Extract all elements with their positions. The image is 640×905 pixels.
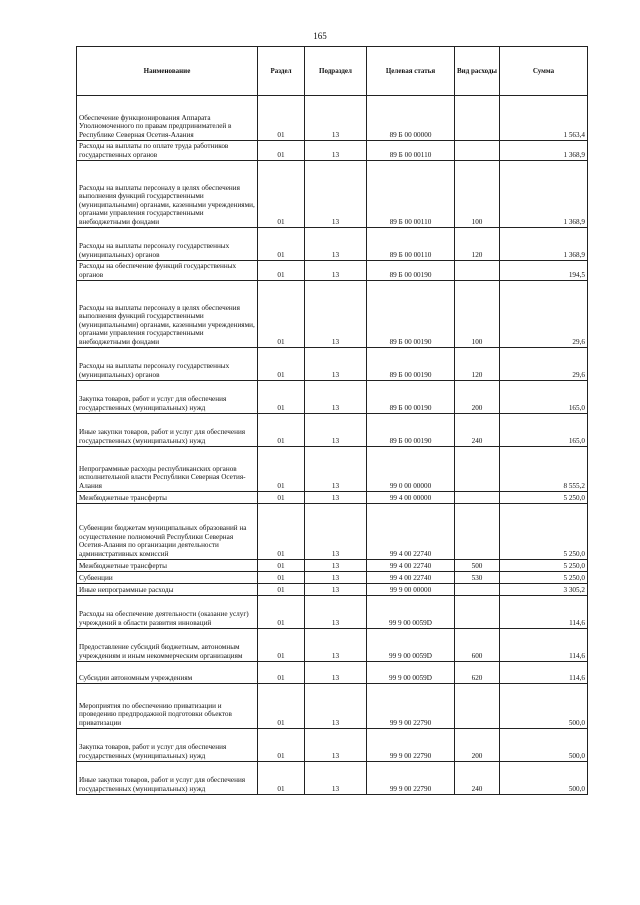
table-row: [77, 381, 588, 414]
row-vid: 120: [455, 348, 500, 381]
row-vid: 200: [455, 729, 500, 762]
row-name: Закупка товаров, работ и услуг для обеспечения государственных (муниципальных) нужд: [77, 729, 258, 762]
table-row: [77, 729, 588, 762]
table-row: [77, 596, 588, 629]
row-summa: 8 555,2: [500, 447, 588, 492]
row-razdel: 01: [258, 504, 305, 560]
row-statya: 99 9 00 22790: [367, 684, 455, 729]
table-row: [77, 161, 588, 228]
row-statya: 89 Б 00 00110: [367, 141, 455, 161]
row-podrazdel: 13: [305, 228, 367, 261]
row-statya: 99 4 00 00000: [367, 492, 455, 504]
row-name: Расходы на выплаты персоналу государственных (муниципальных) органов: [77, 228, 258, 261]
row-razdel: 01: [258, 348, 305, 381]
row-vid: 200: [455, 381, 500, 414]
row-vid: 500: [455, 560, 500, 572]
row-razdel: 01: [258, 596, 305, 629]
row-podrazdel: 13: [305, 560, 367, 572]
row-statya: 99 9 00 22790: [367, 762, 455, 795]
row-statya: 99 9 00 00000: [367, 584, 455, 596]
row-razdel: 01: [258, 228, 305, 261]
row-vid: [455, 261, 500, 281]
table-body: [77, 96, 588, 795]
row-statya: 89 Б 00 00190: [367, 261, 455, 281]
row-name: Предоставление субсидий бюджетным, автономным учреждениям и иным некоммерческим организациям: [77, 629, 258, 662]
header-summa: Сумма: [500, 47, 588, 96]
row-name: Расходы на обеспечение функций государственных органов: [77, 261, 258, 281]
header-statya: Целевая статья: [367, 47, 455, 96]
row-podrazdel: 13: [305, 762, 367, 795]
table-row: [77, 492, 588, 504]
header-podrazdel: Подраздел: [305, 47, 367, 96]
table-row: [77, 261, 588, 281]
row-vid: 240: [455, 414, 500, 447]
row-name: Межбюджетные трансферты: [77, 492, 258, 504]
row-statya: 89 Б 00 00190: [367, 381, 455, 414]
table-row: [77, 662, 588, 684]
row-vid: 100: [455, 161, 500, 228]
row-summa: 114,6: [500, 596, 588, 629]
table-row: [77, 572, 588, 584]
header-razdel: Раздел: [258, 47, 305, 96]
row-razdel: 01: [258, 584, 305, 596]
table-row: [77, 414, 588, 447]
row-summa: 1 368,9: [500, 228, 588, 261]
row-razdel: 01: [258, 560, 305, 572]
row-podrazdel: 13: [305, 572, 367, 584]
row-razdel: 01: [258, 662, 305, 684]
table-row: [77, 762, 588, 795]
row-podrazdel: 13: [305, 662, 367, 684]
row-vid: [455, 492, 500, 504]
row-summa: 500,0: [500, 684, 588, 729]
table-row: [77, 96, 588, 141]
row-razdel: 01: [258, 414, 305, 447]
row-name: Расходы на выплаты персоналу в целях обеспечения выполнения функций государственными (муниципальными) органами, казенными учреждениями, органами управления государственными внебюджетными фондами: [77, 161, 258, 228]
row-statya: 89 Б 00 00190: [367, 281, 455, 348]
row-vid: [455, 684, 500, 729]
row-name: Субвенции: [77, 572, 258, 584]
row-razdel: 01: [258, 96, 305, 141]
row-statya: 99 0 00 00000: [367, 447, 455, 492]
row-name: Расходы на выплаты персоналу государственных (муниципальных) органов: [77, 348, 258, 381]
row-name: Обеспечение функционирования Аппарата Уполномоченного по правам предпринимателей в Республике Северная Осетия-Алания: [77, 96, 258, 141]
row-vid: 240: [455, 762, 500, 795]
row-vid: 620: [455, 662, 500, 684]
row-razdel: 01: [258, 572, 305, 584]
row-razdel: 01: [258, 281, 305, 348]
row-podrazdel: 13: [305, 381, 367, 414]
row-name: Расходы на выплаты по оплате труда работников государственных органов: [77, 141, 258, 161]
row-name: Расходы на выплаты персоналу в целях обеспечения выполнения функций государственными (муниципальными) органами, казенными учреждениями, органами управления государственными внебюджетными фондами: [77, 281, 258, 348]
row-podrazdel: 13: [305, 596, 367, 629]
row-statya: 89 Б 00 00190: [367, 414, 455, 447]
row-podrazdel: 13: [305, 629, 367, 662]
row-vid: [455, 584, 500, 596]
row-vid: [455, 447, 500, 492]
row-statya: 99 9 00 22790: [367, 729, 455, 762]
row-summa: 500,0: [500, 762, 588, 795]
table-row: [77, 629, 588, 662]
row-name: Субвенции бюджетам муниципальных образований на осуществление полномочий Республики Северная Осетия-Алания по организации деятельности административных комиссий: [77, 504, 258, 560]
row-podrazdel: 13: [305, 492, 367, 504]
row-summa: 165,0: [500, 381, 588, 414]
row-statya: 99 9 00 0059D: [367, 629, 455, 662]
row-vid: [455, 96, 500, 141]
row-razdel: 01: [258, 381, 305, 414]
row-summa: 194,5: [500, 261, 588, 281]
row-statya: 99 9 00 0059D: [367, 662, 455, 684]
row-podrazdel: 13: [305, 161, 367, 228]
header-name: Наименование: [77, 47, 258, 96]
table-header-row: [77, 47, 588, 96]
row-summa: 5 250,0: [500, 572, 588, 584]
row-summa: 5 250,0: [500, 492, 588, 504]
row-summa: 500,0: [500, 729, 588, 762]
row-razdel: 01: [258, 729, 305, 762]
table-row: [77, 228, 588, 261]
row-podrazdel: 13: [305, 414, 367, 447]
row-statya: 89 Б 00 00190: [367, 348, 455, 381]
row-name: Иные непрограммные расходы: [77, 584, 258, 596]
page-number: 165: [313, 31, 327, 41]
row-statya: 99 4 00 22740: [367, 572, 455, 584]
row-vid: 600: [455, 629, 500, 662]
table-row: [77, 281, 588, 348]
row-razdel: 01: [258, 261, 305, 281]
row-razdel: 01: [258, 447, 305, 492]
row-summa: 5 250,0: [500, 560, 588, 572]
table-row: [77, 447, 588, 492]
row-summa: 1 368,9: [500, 161, 588, 228]
row-vid: 100: [455, 281, 500, 348]
table-row: [77, 504, 588, 560]
row-name: Закупка товаров, работ и услуг для обеспечения государственных (муниципальных) нужд: [77, 381, 258, 414]
row-podrazdel: 13: [305, 504, 367, 560]
row-summa: 29,6: [500, 281, 588, 348]
row-name: Иные закупки товаров, работ и услуг для обеспечения государственных (муниципальных) нужд: [77, 414, 258, 447]
row-podrazdel: 13: [305, 684, 367, 729]
row-vid: [455, 596, 500, 629]
row-podrazdel: 13: [305, 584, 367, 596]
row-razdel: 01: [258, 762, 305, 795]
row-razdel: 01: [258, 684, 305, 729]
row-podrazdel: 13: [305, 729, 367, 762]
row-vid: 530: [455, 572, 500, 584]
row-statya: 89 Б 00 00110: [367, 161, 455, 228]
row-statya: 89 Б 00 00110: [367, 228, 455, 261]
row-podrazdel: 13: [305, 141, 367, 161]
row-summa: 1 368,9: [500, 141, 588, 161]
budget-table: [76, 46, 588, 795]
row-vid: 120: [455, 228, 500, 261]
row-summa: 1 563,4: [500, 96, 588, 141]
row-summa: 114,6: [500, 629, 588, 662]
header-vid: Вид расходы: [455, 47, 500, 96]
row-statya: 99 4 00 22740: [367, 560, 455, 572]
row-statya: 99 4 00 22740: [367, 504, 455, 560]
row-summa: 165,0: [500, 414, 588, 447]
row-summa: 29,6: [500, 348, 588, 381]
row-summa: 114,6: [500, 662, 588, 684]
table-row: [77, 584, 588, 596]
row-podrazdel: 13: [305, 261, 367, 281]
row-statya: 89 Б 00 00000: [367, 96, 455, 141]
table-row: [77, 348, 588, 381]
row-podrazdel: 13: [305, 281, 367, 348]
row-name: Непрограммные расходы республиканских органов исполнительной власти Республики Северная Осетия-Алания: [77, 447, 258, 492]
row-podrazdel: 13: [305, 447, 367, 492]
row-razdel: 01: [258, 161, 305, 228]
row-name: Межбюджетные трансферты: [77, 560, 258, 572]
row-vid: [455, 141, 500, 161]
row-statya: 99 9 00 0059D: [367, 596, 455, 629]
row-podrazdel: 13: [305, 348, 367, 381]
row-name: Мероприятия по обеспечению приватизации и проведению предпродажной подготовки объектов приватизации: [77, 684, 258, 729]
row-summa: 5 250,0: [500, 504, 588, 560]
row-name: Субсидии автономным учреждениям: [77, 662, 258, 684]
table-row: [77, 141, 588, 161]
row-razdel: 01: [258, 141, 305, 161]
row-podrazdel: 13: [305, 96, 367, 141]
row-name: Иные закупки товаров, работ и услуг для обеспечения государственных (муниципальных) нужд: [77, 762, 258, 795]
row-razdel: 01: [258, 629, 305, 662]
table-row: [77, 684, 588, 729]
row-vid: [455, 504, 500, 560]
row-name: Расходы на обеспечение деятельности (оказание услуг) учреждений в области развития инноваций: [77, 596, 258, 629]
row-razdel: 01: [258, 492, 305, 504]
table-row: [77, 560, 588, 572]
row-summa: 3 305,2: [500, 584, 588, 596]
